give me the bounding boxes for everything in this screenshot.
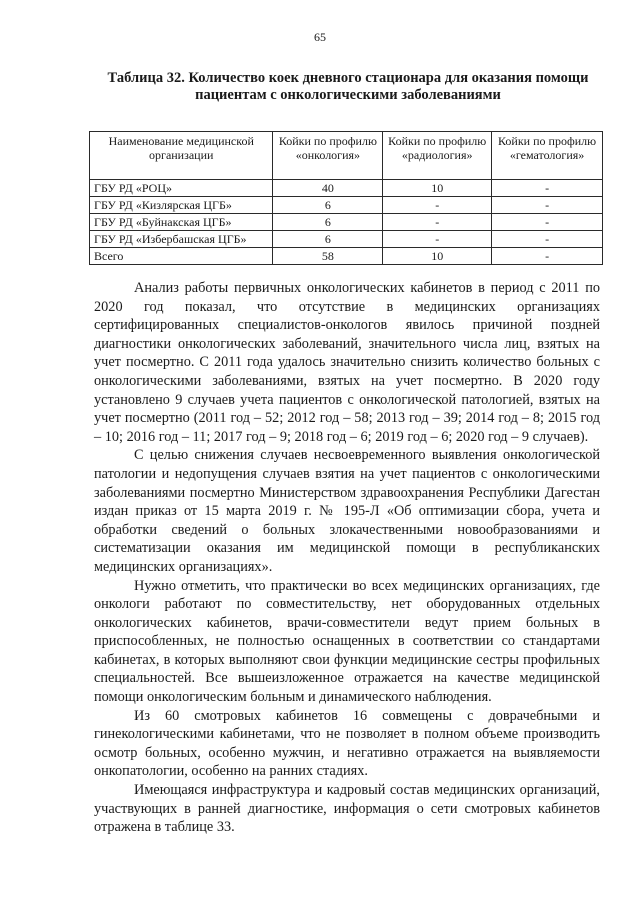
cell-hematology: - — [492, 180, 603, 197]
cell-radiology: - — [383, 231, 492, 248]
table-total-row — [90, 248, 603, 265]
table-row — [90, 231, 603, 248]
table-title: Таблица 32. Количество коек дневного стационара для оказания помощи пациентам с онкологическими заболеваниями — [107, 70, 589, 103]
header-hematology: Койки по профилю «гематология» — [492, 132, 603, 180]
header-oncology: Койки по профилю «онкология» — [273, 132, 383, 180]
paragraph: Анализ работы первичных онкологических кабинетов в период с 2011 по 2020 год показал, что отсутствие в медицинских организациях сертифицированных специалистов-онкологов явилось причиной поздней диагностики онкологических заболеваний, значительного числа лиц, взятых на учет посмертно. С 2011 года удалось значительно снизить количество больных с онкологическими заболеваниями, взятых на учет посмертно. В 2020 году установлено 9 случаев учета пациентов с онкологической патологией, взятых на учет посмертно (2011 год – 52; 2012 год – 58; 2013 год – 39; 2014 год – 8; 2015 год – 10; 2016 год – 11; 2017 год – 9; 2018 год – 6; 2019 год – 6; 2020 год – 9 случаев). — [94, 280, 600, 445]
paragraph: С целью снижения случаев несвоевременного выявления онкологической патологии и недопущения случаев взятия на учет пациентов с онкологическими заболеваниями посмертно Министерством здравоохранения Республики Дагестан издан приказ от 15 марта 2019 г. № 195-Л «Об оптимизации сбора, учета и обработки сведений о больных злокачественными новообразованиями и систематизации оказания им медицинской помощи в республиканских медицинских организациях». — [94, 447, 600, 575]
table-row — [90, 214, 603, 231]
cell-oncology: 6 — [273, 214, 383, 231]
cell-oncology: 6 — [273, 231, 383, 248]
beds-table — [89, 131, 603, 265]
cell-hematology: - — [492, 197, 603, 214]
cell-organization: ГБУ РД «Кизлярская ЦГБ» — [90, 197, 273, 214]
cell-organization: Всего — [90, 248, 273, 265]
paragraph: Из 60 смотровых кабинетов 16 совмещены с доврачебными и гинекологическими кабинетами, что не позволяет в полном объеме производить осмотр больных, особенно мужчин, и негативно отражается на выявляемости онкопатологии, особенно на ранних стадиях. — [94, 707, 600, 780]
paragraph: Нужно отметить, что практически во всех медицинских организациях, где онкологи работают по совместительству, нет оборудованных отдельных онкологических кабинетов, врачи-совместители ведут прием больных в приспособленных, не полностью оснащенных в соответствии со стандартами кабинетах, в которых выполняют свои функции медицинские сестры профильных специальностей. Все вышеизложенное отражается на качестве медицинской помощи онкологическим больным и динамического наблюдения. — [94, 577, 600, 706]
paragraph: Имеющаяся инфраструктура и кадровый состав медицинских организаций, участвующих в ранней диагностике, информация о сети смотровых кабинетов отражена в таблице 33. — [94, 782, 600, 836]
header-radiology: Койки по профилю «радиология» — [383, 132, 492, 180]
cell-oncology: 6 — [273, 197, 383, 214]
cell-hematology: - — [492, 231, 603, 248]
cell-hematology: - — [492, 214, 603, 231]
cell-oncology: 58 — [273, 248, 383, 265]
body-text — [94, 279, 600, 837]
table-row — [90, 180, 603, 197]
table-row — [90, 197, 603, 214]
header-organization: Наименование медицинской организации — [90, 132, 273, 180]
cell-radiology: - — [383, 197, 492, 214]
cell-organization: ГБУ РД «Избербашская ЦГБ» — [90, 231, 273, 248]
cell-organization: ГБУ РД «РОЦ» — [90, 180, 273, 197]
cell-radiology: 10 — [383, 248, 492, 265]
cell-radiology: - — [383, 214, 492, 231]
page-number: 65 — [314, 30, 326, 44]
cell-hematology: - — [492, 248, 603, 265]
cell-oncology: 40 — [273, 180, 383, 197]
cell-radiology: 10 — [383, 180, 492, 197]
cell-organization: ГБУ РД «Буйнакская ЦГБ» — [90, 214, 273, 231]
table-header-row — [90, 132, 603, 180]
